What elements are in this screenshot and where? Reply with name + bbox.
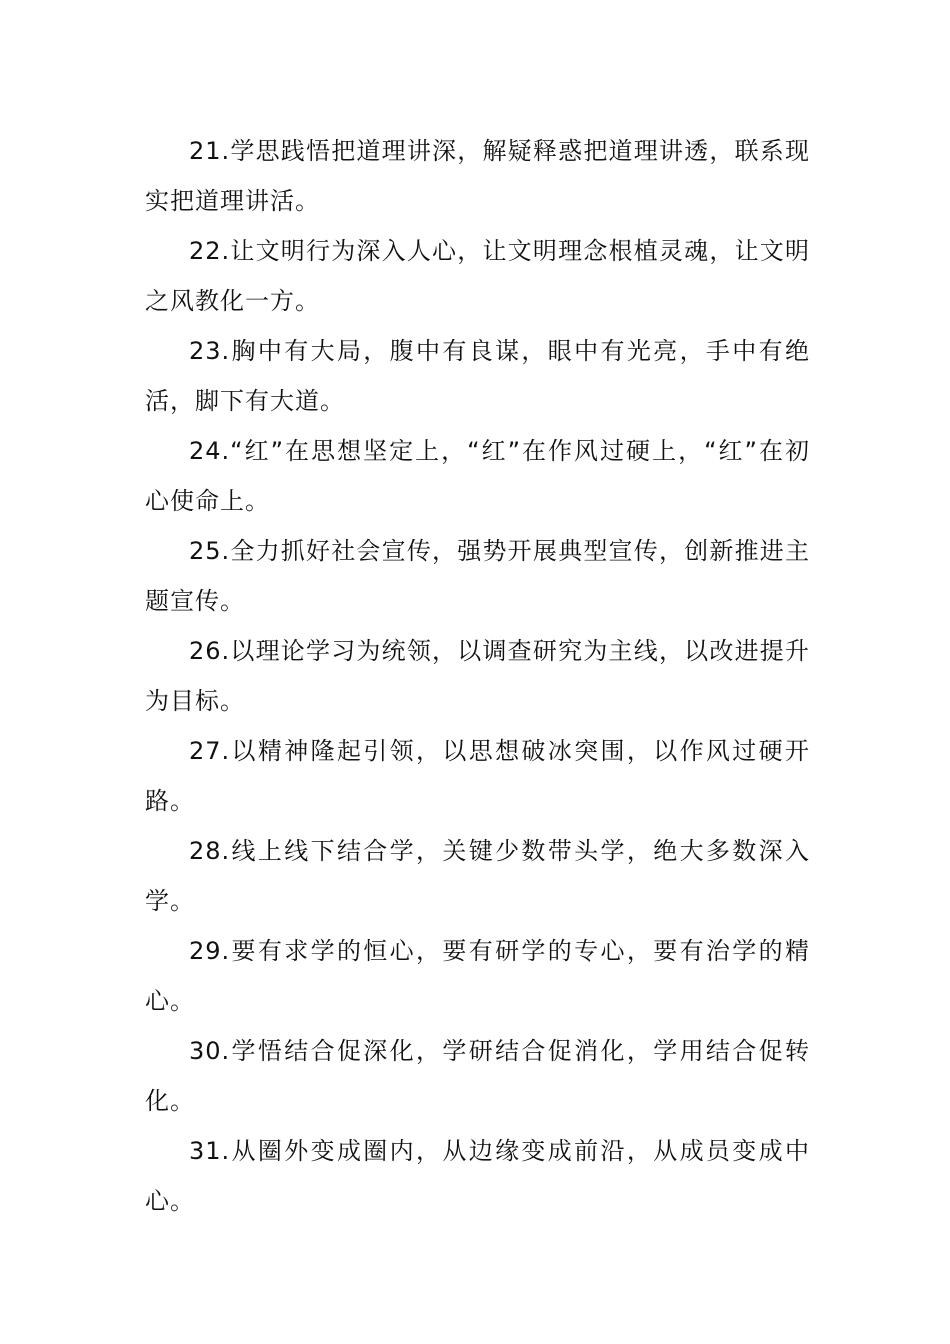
list-item: 21.学思践悟把道理讲深，解疑释惑把道理讲透，联系现实把道理讲活。 xyxy=(145,137,810,215)
list-item: 29.要有求学的恒心，要有研学的专心，要有治学的精心。 xyxy=(145,937,810,1015)
list-item: 22.让文明行为深入人心，让文明理念根植灵魂，让文明之风教化一方。 xyxy=(145,237,810,315)
list-item: 28.线上线下结合学，关键少数带头学，绝大多数深入学。 xyxy=(145,837,810,915)
list-item: 30.学悟结合促深化，学研结合促消化，学用结合促转化。 xyxy=(145,1037,810,1115)
list-item: 24.“红”在思想坚定上，“红”在作风过硬上，“红”在初心使命上。 xyxy=(145,437,810,515)
list-item: 23.胸中有大局，腹中有良谋，眼中有光亮，手中有绝活，脚下有大道。 xyxy=(145,337,810,415)
list-item: 27.以精神隆起引领，以思想破冰突围，以作风过硬开路。 xyxy=(145,737,810,815)
list-item: 31.从圈外变成圈内，从边缘变成前沿，从成员变成中心。 xyxy=(145,1137,810,1215)
document-body xyxy=(145,126,810,1226)
list-item: 25.全力抓好社会宣传，强势开展典型宣传，创新推进主题宣传。 xyxy=(145,537,810,615)
list-item: 26.以理论学习为统领，以调查研究为主线，以改进提升为目标。 xyxy=(145,637,810,715)
